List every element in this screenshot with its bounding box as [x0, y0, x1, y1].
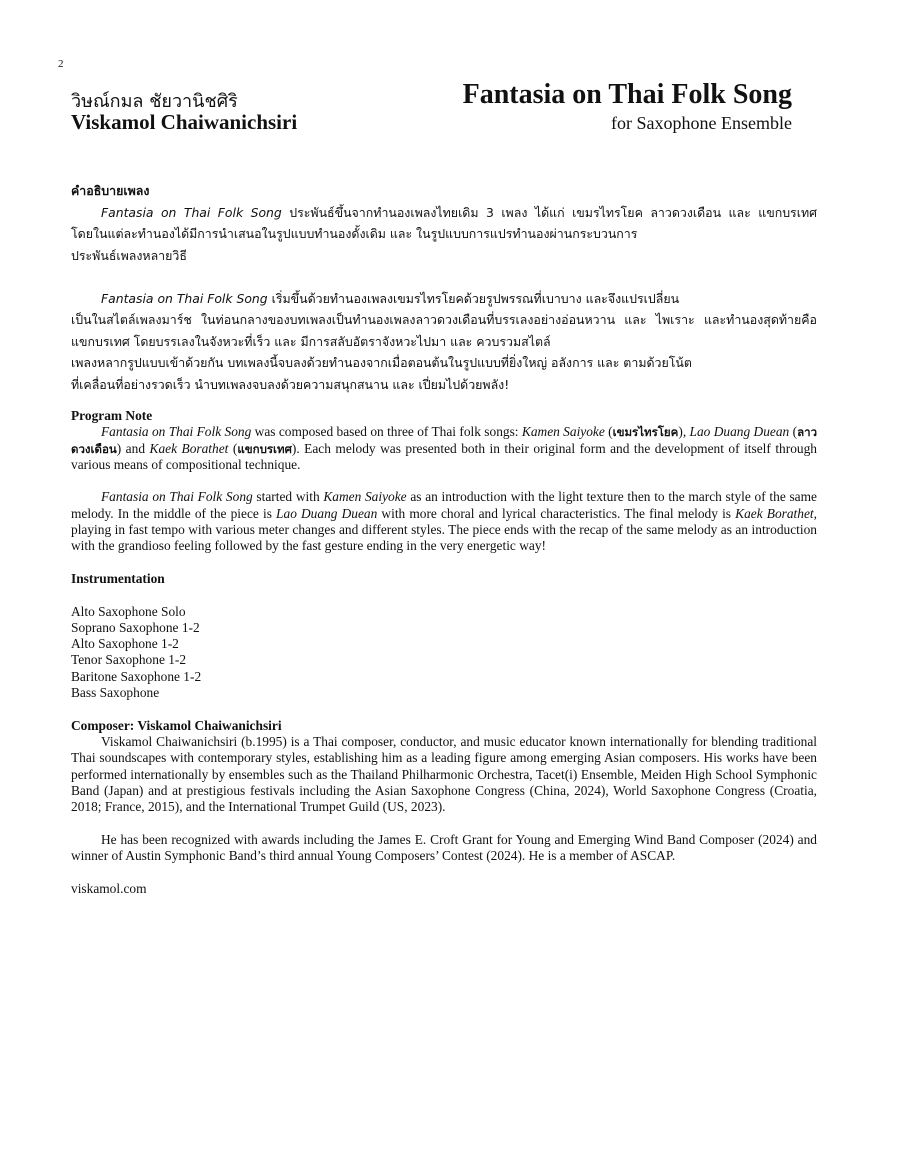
thai-note-p2-line5: ที่เคลื่อนที่อย่างรวดเร็ว นำบทเพลงจบลงด้วยความสนุกสนาน และ เปี่ยมไปด้วยพลัง! [71, 376, 510, 392]
program-note-p2-song1: Kamen Saiyoke [323, 489, 407, 505]
list-item: Baritone Saxophone 1-2 [71, 668, 202, 684]
composer-bio-p2: He has been recognized with awards including the James E. Croft Grant for Young and Emerging Wind Band Composer (2024) and winner of Austin Symphonic Band’s third annual Young Composers’ Contest (2024). He is a member of ASCAP. [71, 831, 817, 864]
song-name-kamen-saiyoke: Kamen Saiyoke [521, 424, 605, 440]
song-name-lao-duang-duean-thai: ลาวดวงเดือน [71, 425, 818, 456]
thai-note-p2-line3: แขกบรเทศ โดยบรรเลงในจังหวะที่เร็ว และ มีการสลับอัตราจังหวะไปมา และ ควบรวมสไตล์ [71, 333, 551, 349]
instrumentation-heading: Instrumentation [71, 570, 165, 586]
list-item: Tenor Saxophone 1-2 [71, 652, 187, 668]
page-number: 2 [58, 58, 64, 70]
thai-note-p1-line2: โดยในแต่ละทำนองได้มีการนำเสนอในรูปแบบทำนองดั้งเดิม และ ในรูปแบบการแปรทำนองผ่านกระบวนการ [71, 226, 638, 241]
thai-note-p2-line2: เป็นในสไตล์เพลงมาร์ช ในท่อนกลางของบทเพลงเป็นทำนองเพลงลาวดวงเดือนที่บรรเลงอย่างอ่อนหวาน และ ไพเราะ และทำนองสุดท้ายคือ [71, 312, 817, 327]
program-note-p2-text4: , playing in fast tempo with various meter changes and different styles. The piece ends with the recap of the same melody as an introduction with the grandioso feeling followed by the fast gesture ending in the very energetic way! [71, 505, 817, 554]
program-note-p2-song2: Lao Duang Duean [276, 505, 378, 521]
program-note-p2-text2: as an introduction with the light texture then to the march style of the same melody. In the middle of the piece is [71, 489, 817, 521]
program-note-p1: Fantasia on Thai Folk Song was composed based on three of Thai folk songs: Kamen Saiyoke (เขมรไทรโยค), Lao Duang Duean (ลาวดวงเดือน) and Kaek Borathet (แขกบรเทศ). Each melody was presented both in their original form and the development of itself through various means of compositional technique. [71, 424, 818, 472]
thai-note-p1-line3: ประพันธ์เพลงหลายวิธี [71, 247, 187, 263]
list-item: Alto Saxophone 1-2 [71, 636, 179, 652]
program-note-p2-text3: with more choral and lyrical characteristics. The final melody is [377, 505, 736, 521]
list-item: Alto Saxophone Solo [71, 603, 186, 619]
composer-website: viskamol.com [71, 880, 147, 896]
instrumentation-list [71, 604, 817, 702]
program-note-p1-text2: and [121, 440, 150, 456]
song-name-kamen-saiyoke-thai: เขมรไทรโยค [612, 425, 679, 440]
piece-subtitle: for Saxophone Ensemble [611, 113, 792, 133]
composer-bio-p1: Viskamol Chaiwanichsiri (b.1995) is a Thai composer, conductor, and music educator known internationally for blending traditional Thai soundscapes with contemporary styles, establishing him as a leading figure among emerging Asian composers. His works have been performed internationally by ensembles such as the Thailand Philharmonic Orchestra, Tacet(i) Ensemble, Meiden High School Symphonic Band (Japan) and at prestigious festivals including the Asian Saxophone Congress (China, 2024), World Saxophone Congress (Croatia, 2018; France, 2015), and the International Trumpet Guild (US, 2023). [71, 733, 817, 815]
program-note-p2-text1: started with [252, 489, 324, 505]
composer-bio-heading: Composer: Viskamol Chaiwanichsiri [71, 717, 282, 733]
program-note-p2-title: Fantasia on Thai Folk Song [101, 489, 253, 505]
program-note-p2 [71, 489, 817, 554]
program-note-p1-text3: . Each melody was presented both in their original form and the development of itself through various means of compositional technique. [71, 440, 817, 472]
program-note-p2-song3: Kaek Borathet [735, 505, 814, 521]
composer-name-english: Viskamol Chaiwanichsiri [71, 110, 298, 134]
song-name-kaek-borathet: Kaek Borathet [149, 440, 229, 456]
thai-note-p1-line1-text: ประพันธ์ขึ้นจากทำนองเพลงไทยเดิม 3 เพลง ได้แก่ เขมรไทรโยค ลาวดวงเดือน และ แขกบรเทศ [289, 204, 817, 220]
program-note-p1-title: Fantasia on Thai Folk Song [101, 424, 252, 440]
thai-note-p2-line4: เพลงหลากรูปแบบเข้าด้วยกัน บทเพลงนี้จบลงด้วยทำนองจากเมื่อตอนต้นในรูปแบบที่ยิ่งใหญ่ อลังการ และ ตามด้วยโน้ต [71, 355, 692, 370]
thai-note-p2-line1-text: เริ่มขึ้นด้วยทำนองเพลงเขมรไทรโยคด้วยรูปพรรณที่เบาบาง และจึงแปรเปลี่ยน [271, 290, 680, 306]
thai-note-p2-line1 [71, 288, 817, 310]
english-notes [71, 408, 817, 897]
piece-title: Fantasia on Thai Folk Song [462, 79, 792, 110]
thai-program-note [71, 180, 817, 395]
thai-note-p1-title: Fantasia on Thai Folk Song [101, 204, 282, 220]
thai-note-p1-line1 [71, 202, 817, 224]
list-item: Bass Saxophone [71, 685, 160, 701]
thai-note-heading: คำอธิบายเพลง [71, 183, 150, 198]
composer-name-thai: วิษณ์กมล ชัยวานิชศิริ [71, 91, 238, 112]
program-note-heading: Program Note [71, 408, 153, 423]
song-name-kaek-borathet-thai: แขกบรเทศ [237, 441, 292, 456]
program-note-p1-text1: was composed based on three of Thai folk songs: [251, 424, 522, 440]
song-name-lao-duang-duean: Lao Duang Duean [689, 424, 790, 440]
list-item: Soprano Saxophone 1-2 [71, 619, 200, 635]
thai-note-p2-title: Fantasia on Thai Folk Song [101, 290, 268, 306]
